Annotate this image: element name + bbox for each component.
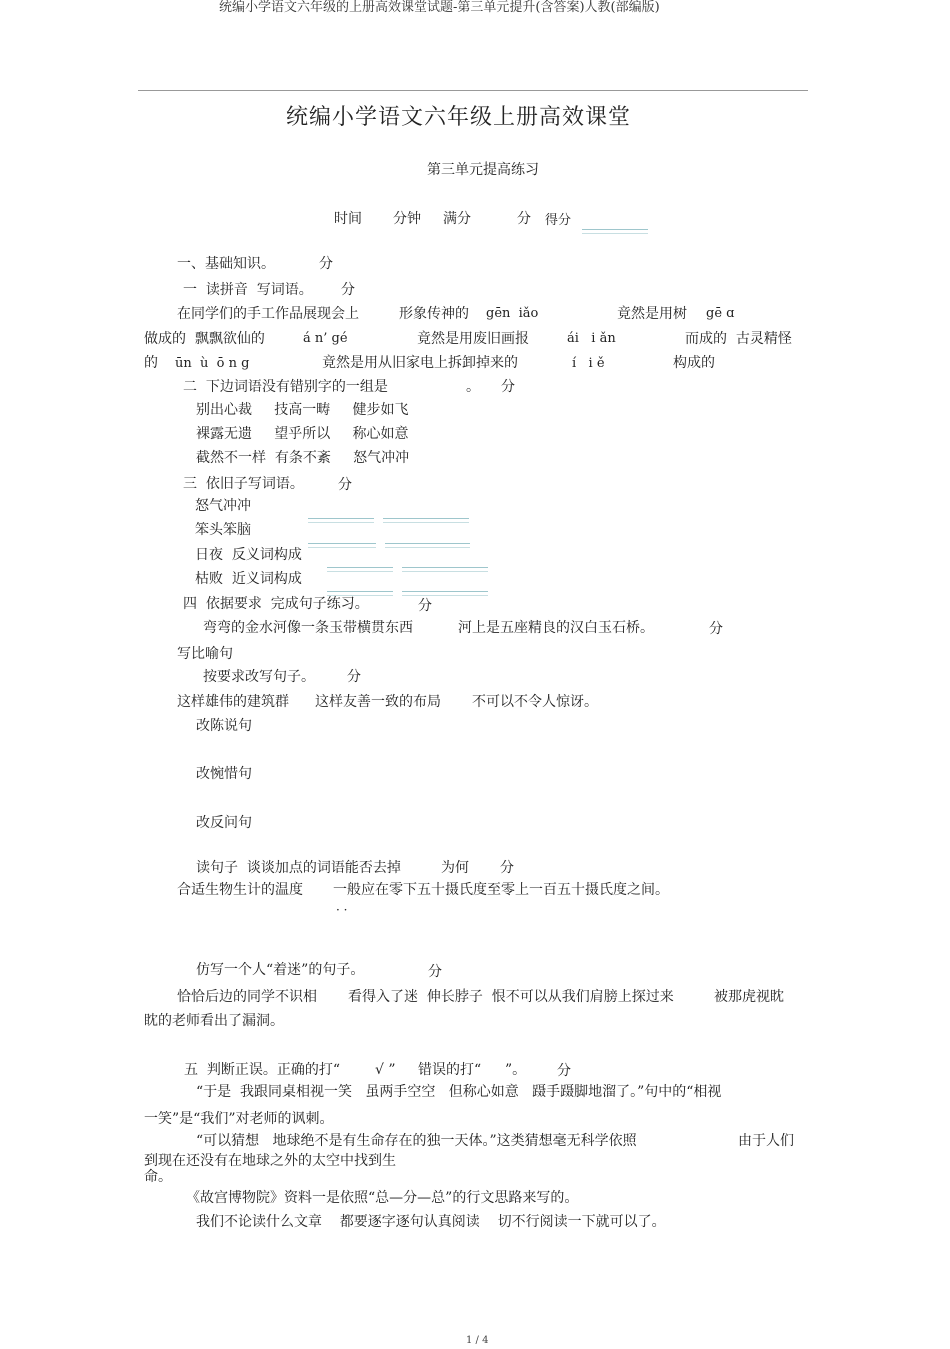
q2-option: 裸露无遗 望乎所以 称心如意: [196, 426, 409, 442]
q5-item3: 《故宫博物院》资料一是依照“总—分—总”的行文思路来写的。: [186, 1190, 579, 1206]
document-header: 统编小学语文六年级的上册高效课堂试题-第三单元提升(含答案)人教(部编版): [219, 0, 660, 15]
meta-score-label: 得分: [545, 213, 572, 228]
q4-sentence3: 一般应在零下五十摄氏度至零上一百五十摄氏度之间。: [333, 882, 669, 898]
q1-points: 分: [341, 282, 355, 298]
meta-full-label: 满分: [443, 211, 471, 227]
q5-item2: 由于人们: [738, 1133, 794, 1149]
q5-heading: 错误的打“: [418, 1062, 482, 1078]
q3-item: 怒气冲冲: [195, 498, 251, 514]
q4-rewrite-b: 改惋惜句: [196, 766, 252, 782]
q2-option: 截然不一样 有条不紊 怒气冲冲: [196, 450, 410, 466]
q3-item: 日夜 反义词构成: [195, 547, 302, 563]
q4-sentence4: 恰恰后边的同学不识相: [177, 989, 317, 1005]
q4-sentence4: 被那虎视眈: [714, 989, 784, 1005]
q4-task3-points: 分: [500, 860, 514, 876]
q3-answer-blank[interactable]: [383, 518, 469, 523]
q1-pinyin: gēn iǎo: [486, 306, 539, 321]
q1-line3-text: 竟然是用从旧家电上拆卸掉来的: [322, 355, 518, 371]
q4-sentence1: 弯弯的金水河像一条玉带横贯东西: [203, 620, 413, 636]
q5-heading: ”。: [505, 1062, 527, 1078]
q1-line1-text: 形象传神的: [399, 306, 469, 322]
q5-item2: “可以猜想 地球绝不是有生命存在的独一天体。”这类猜想毫无科学依照: [196, 1133, 637, 1149]
score-blank[interactable]: [582, 229, 648, 234]
q1-pinyin: á n’ gé: [303, 331, 348, 346]
q1-line3-text: 的: [144, 355, 158, 371]
q3-item: 枯败 近义词构成: [195, 571, 302, 587]
section1-points: 分: [319, 256, 333, 272]
q1-pinyin: ūn ù ō n g: [175, 356, 250, 371]
q4-sentence3: 合适生物生计的温度: [177, 882, 303, 898]
q4-task4-points: 分: [428, 964, 442, 980]
q3-answer-blank[interactable]: [402, 567, 488, 572]
q1-pinyin: ái i ǎn: [567, 331, 616, 346]
q4-sentence4: 看得入了迷 伸长脖子 恨不可以从我们肩膀上探过来: [348, 989, 674, 1005]
q3-answer-blank[interactable]: [402, 591, 488, 596]
q1-line1-text: 竟然是用树: [617, 306, 687, 322]
q4-points: 分: [418, 598, 432, 614]
q3-heading: 三 依旧子写词语。: [183, 476, 304, 492]
q1-line1-text: 在同学们的手工作品展现会上: [177, 306, 359, 322]
q4-task2-points: 分: [347, 669, 361, 685]
q3-answer-blank[interactable]: [308, 543, 376, 548]
meta-time-label: 时间: [334, 211, 362, 227]
q1-line2-text: 做成的 飘飘欲仙的: [144, 331, 265, 347]
page-number: 1 / 4: [466, 1335, 489, 1346]
q4-sentence1-points: 分: [709, 621, 723, 637]
q1-line2-text: 而成的 古灵精怪: [685, 331, 792, 347]
q2-points: 分: [501, 379, 515, 395]
q5-points: 分: [557, 1063, 571, 1079]
emphasis-dots: · ·: [336, 903, 348, 917]
q4-sentence2: 这样友善一致的布局: [315, 694, 441, 710]
q4-task1: 写比喻句: [177, 646, 233, 662]
q5-item2: 到现在还没有在地球之外的太空中找到生: [144, 1153, 396, 1169]
q4-task3: 读句子 谈谈加点的词语能否去掉: [196, 860, 401, 876]
q4-sentence2: 这样雄伟的建筑群: [177, 694, 289, 710]
q4-task3: 为何: [441, 860, 469, 876]
document-title: 统编小学语文六年级上册高效课堂: [286, 105, 632, 130]
q3-item: 笨头笨脑: [195, 522, 251, 538]
q1-pinyin: gē ɑ: [706, 306, 735, 321]
q5-heading: 五 判断正误。正确的打“: [184, 1062, 341, 1078]
q4-task2: 按要求改写句子。: [203, 669, 315, 685]
q4-rewrite-c: 改反问句: [196, 815, 252, 831]
q2-heading: 二 下边词语没有错别字的一组是: [183, 379, 388, 395]
q5-item1: “于是 我跟同桌相视一笑 虽两手空空 但称心如意 蹑手蹑脚地溜了。”句中的“相视: [196, 1084, 722, 1100]
q3-answer-blank[interactable]: [308, 518, 374, 523]
q4-sentence4: 眈的老师看出了漏洞。: [144, 1013, 284, 1029]
q1-heading: 一 读拼音 写词语。: [183, 282, 313, 298]
q4-task4: 仿写一个人“着迷”的句子。: [196, 962, 365, 978]
q2-option: 别出心裁 技高一畴 健步如飞: [196, 402, 409, 418]
q3-points: 分: [338, 477, 352, 493]
document-subtitle: 第三单元提高练习: [427, 162, 539, 178]
meta-fen-label: 分: [517, 211, 531, 227]
q1-pinyin: í i ě: [572, 356, 605, 371]
q3-answer-blank[interactable]: [327, 567, 393, 572]
meta-minutes-label: 分钟: [393, 211, 421, 227]
q5-item1: 一笑”是“我们”对老师的讽刺。: [144, 1111, 334, 1127]
q5-item2: 命。: [144, 1169, 172, 1185]
q4-sentence2: 不可以不令人惊讶。: [472, 694, 598, 710]
q4-heading: 四 依据要求 完成句子练习。: [183, 596, 369, 612]
q5-heading-check: √ ”: [375, 1062, 396, 1078]
q5-item4: 我们不论读什么文章 都要逐字逐句认真阅读 切不行阅读一下就可以了。: [196, 1214, 666, 1230]
q2-dot: 。: [466, 379, 480, 395]
q4-sentence1: 河上是五座精良的汉白玉石桥。: [458, 620, 654, 636]
header-rule: [138, 90, 808, 91]
q3-answer-blank[interactable]: [385, 543, 470, 548]
q1-line3-text: 构成的: [673, 355, 715, 371]
section1-heading: 一、基础知识。: [177, 256, 275, 272]
q1-line2-text: 竟然是用废旧画报: [417, 331, 529, 347]
q4-rewrite-a: 改陈说句: [196, 718, 252, 734]
